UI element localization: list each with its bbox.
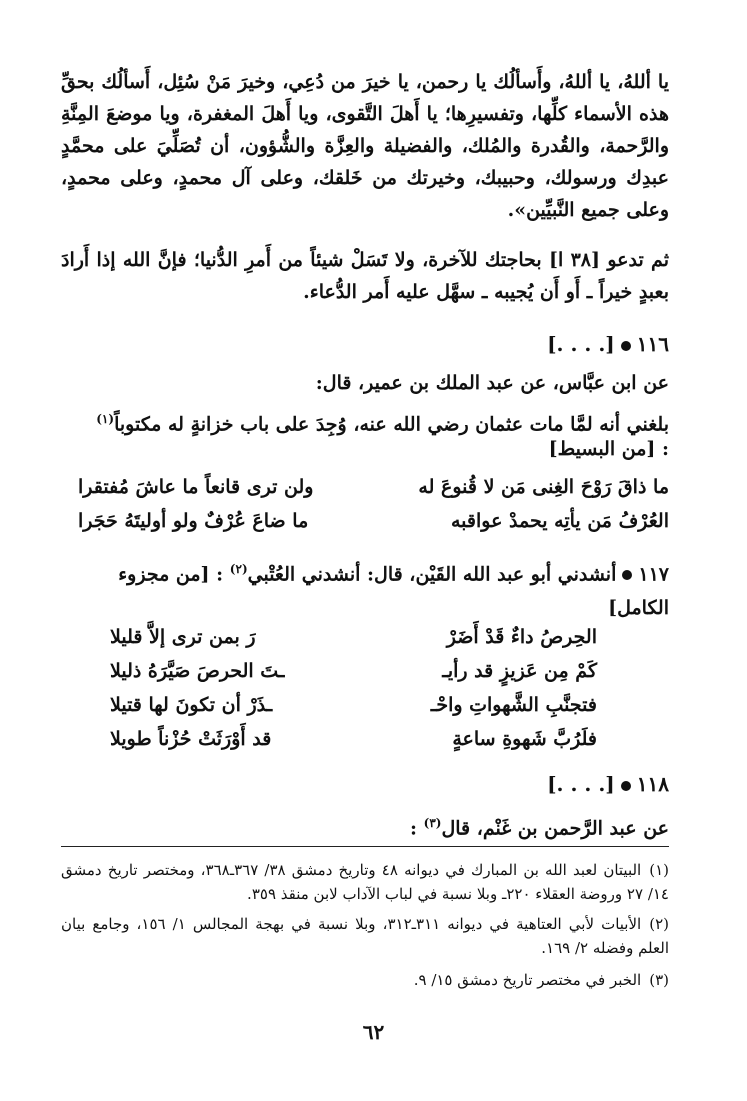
meter-label-116: : [من البسيط] [548,438,669,460]
footnote-text: البيتان لعبد الله بن المبارك في ديوانه ٤٨ وتاريخ دمشق ٣٨/ ٣٦٧ـ٣٦٨، ومختصر تاريخ دمشق ١٤/ ٢٧ وروضة العقلاء ٢٢٠ـ وبلا نسبة في لباب الآداب لابن منقذ ٣٥٩. [61,861,669,903]
narration-text: بلغني أنه لمَّا مات عثمان رضي الله عنه، وُجِدَ على باب خزانةٍ له مكتوباً [114,413,669,436]
footnote-1 [61,858,669,906]
isnad-116: عن ابن عبَّاس، عن عبد الملك بن عمير، قال: [315,372,669,394]
verse-hemistich: ولن ترى قانعاً ما عاشَ مُفتقرا [78,476,314,498]
verse-hemistich: كَمْ مِن عَزيزٍ قد رأيـ [442,660,597,682]
entry-117-header [61,552,669,625]
instruction-paragraph: ثم تدعو [٣٨ ا] بحاجتك للآخرة، ولا تَسَلْ شيئاً من أَمرِ الدُّنيا؛ فإنَّ الله إذا أَرادَ بعبدٍ خيراً ـ أَو أَن يُجيبه ـ سهَّل عليه أَمر الدُّعاء. [61,249,669,303]
bullet-icon [622,570,632,580]
verse-hemistich: قد أَوْرَثَتْ حُزْناً طويلا [110,728,272,750]
verse-hemistich: العُرْفُ مَن يأتِه يحمدْ عواقبه [450,510,669,532]
verse-hemistich: الحِرصُ داءٌ قَدْ أَضَرْ [446,626,597,648]
footnote-text: الخبر في مختصر تاريخ دمشق ١٥/ ٩. [413,971,642,989]
verse-hemistich: ـذَرْ أن تكونَ لها قتيلا [110,694,273,716]
footnote-ref-3: (٣) [423,816,442,830]
colon: : [409,817,417,840]
entry-ellipsis: [. . . .] [547,332,615,356]
verse-hemistich: ما ذاقَ رَوْحَ الغِنى مَن لا قُنوعَ له [418,476,669,498]
verse-hemistich: فتجنَّبِ الشَّهواتِ واحْـ [430,694,597,716]
footnote-2 [61,912,669,960]
entry-number: ١١٦ [636,332,669,356]
entry-text: أنشدني أبو عبد الله القَيْن، قال: أنشدني العُتْبي [247,563,617,586]
footnote-text: الأبيات لأبي العتاهية في ديوانه ٣١١ـ٣١٢، وبلا نسبة في بهجة المجالس ١/ ١٥٦، وجامع بيان العلم وفضله ٢/ ١٦٩. [61,915,669,957]
entry-number: ١١٨ [636,772,669,796]
footnote-number: (٢) [649,915,669,933]
bullet-icon [621,341,631,351]
footnote-ref-1: (١) [96,412,115,426]
footnote-ref-2: (٢) [229,562,248,576]
verse-hemistich: رَ بمن ترى إلاَّ قليلا [110,626,256,648]
footnote-number: (٣) [649,971,669,989]
entry-118-header [547,768,669,800]
entry-number: ١١٧ [638,563,669,586]
footnote-divider [61,846,669,847]
footnote-number: (١) [649,861,670,879]
entry-ellipsis: [. . . .] [547,772,615,796]
meter-label-117: : [من مجزوء الكامل] [118,563,669,620]
prayer-paragraph: يا أللهُ، يا أللهُ، وأَسألُك يا رحمن، يا خيرَ من دُعِي، وخيرَ مَنْ سُئِل، أَسألُك بحقِّ هذه الأسماء كلِّها، وتفسيرِها؛ يا أَهلَ التَّقوى، ويا أَهلَ المغفرة، ويا موضعَ المِنَّةِ والرَّحمة، والقُدرة والمُلك، والفضيلة والعِزَّة والشُّؤون، أن تُصَلِّيَ على محمَّدٍ عبدِك ورسولك، وحبيبك، وخيرتك من خَلقك، وعلى آل محمدٍ، وعلى محمدٍ، وعلى جميع النَّبيِّين». [61,71,669,221]
isnad-118 [410,808,669,843]
verse-hemistich: ما ضاعَ عُرْفٌ ولو أوليتَهُ حَجَرا [78,510,309,532]
bullet-icon [621,781,631,791]
verse-hemistich: فلَرُبَّ شَهوةِ ساعةٍ [452,728,597,750]
isnad-text: عن عبد الرَّحمن بن غَنْم، قال [441,817,669,840]
verse-hemistich: ـتَ الحرصَ صَيَّرَهُ ذليلا [110,660,285,682]
page-number: ٦٢ [362,1020,385,1044]
footnote-3 [61,968,669,992]
entry-116-header [547,328,669,360]
